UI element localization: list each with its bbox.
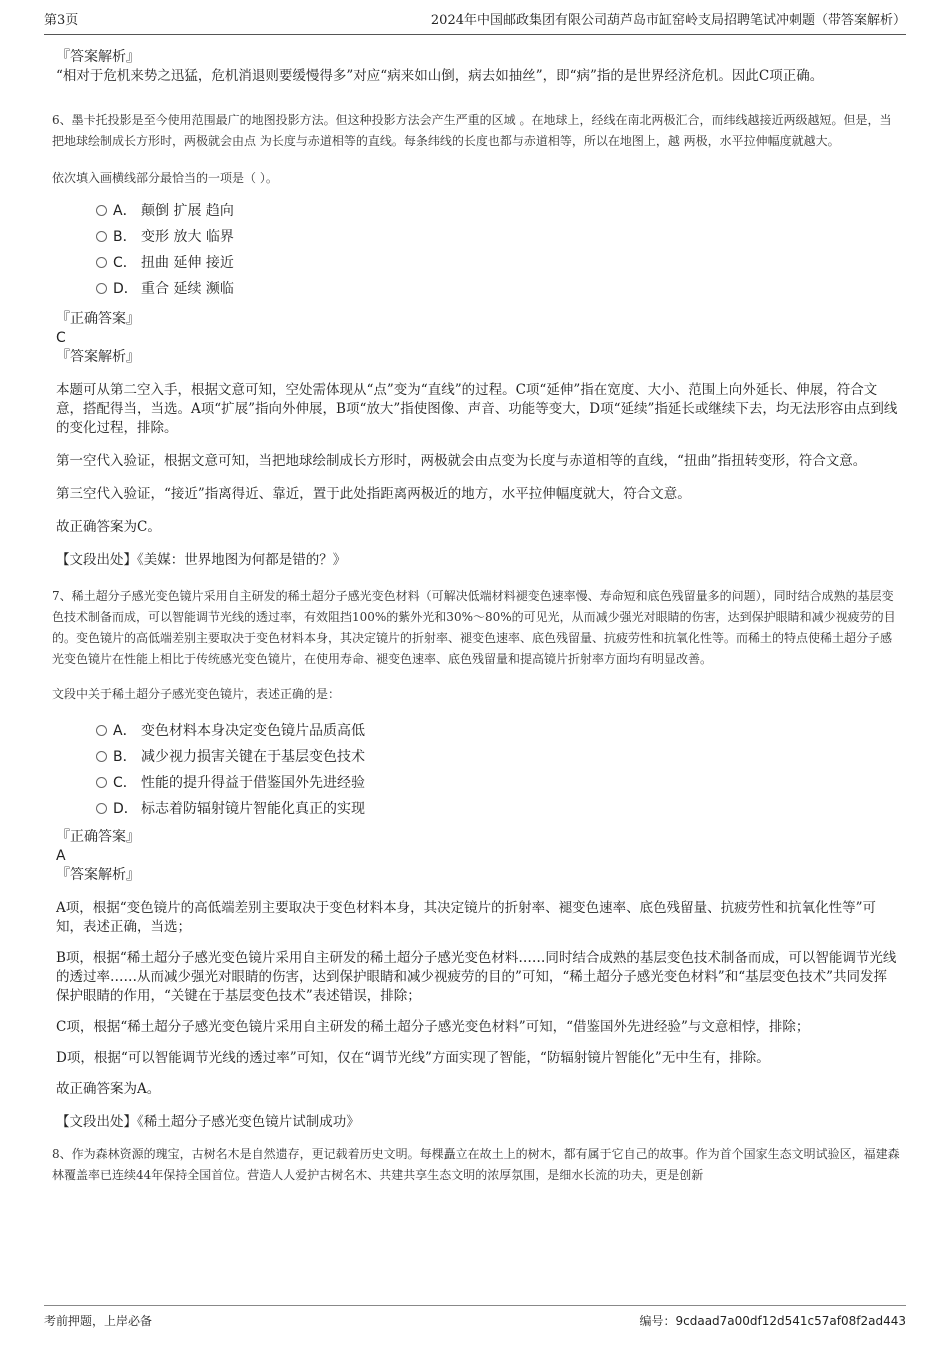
option-a[interactable]: A． 颠倒 扩展 趋向 xyxy=(96,198,906,224)
question-7 xyxy=(44,586,906,1132)
question-7-stem: 7、稀土超分子感光变色镜片采用自主研发的稀土超分子感光变色材料（可解决低端材料褪变色速率慢、寿命短和底色残留量多的问题），同时结合成熟的基层变色技术制备而成，可以智能调节光线的透过率，有效阻挡100%的紫外光和30%～80%的可见光，从而减少强光对眼睛的伤害，达到保护眼睛和减少视疲劳的目的。变色镜片的高低端差别主要取决于变色材料本身，其决定镜片的折射率、褪变色速率、底色残留量、抗疲劳性和抗氧化性等。而稀土的特点使稀土超分子感光变色镜片在性能上相比于传统感光变色镜片，在使用寿命、褪变色速率、底色残留量和提高镜片折射率方面均有明显改善。 xyxy=(52,589,896,666)
question-7-analysis xyxy=(56,899,898,1099)
option-a[interactable]: A． 变色材料本身决定变色镜片品质高低 xyxy=(96,718,906,744)
analysis-paragraph: 故正确答案为C。 xyxy=(56,519,161,535)
question-8 xyxy=(44,1144,906,1186)
prev-analysis-text: “相对于危机来势之迅猛，危机消退则要缓慢得多”对应“病来如山倒，病去如抽丝”，即“病”指的是世界经济危机。因此C项正确。 xyxy=(56,68,824,84)
radio-icon[interactable] xyxy=(96,231,107,242)
option-b[interactable]: B． 变形 放大 临界 xyxy=(96,224,906,250)
document-title: 2024年中国邮政集团有限公司葫芦岛市缸窑岭支局招聘笔试冲刺题（带答案解析） xyxy=(430,13,906,28)
document-id: 编号：9cdaad7a00df12d541c57af08f2ad443 xyxy=(639,1314,906,1328)
question-6-options xyxy=(96,198,906,302)
analysis-paragraph: 第一空代入验证，根据文意可知，当把地球绘制成长方形时，两极就会由点变为长度与赤道相等的直线，“扭曲”指扭转变形，符合文意。 xyxy=(56,453,867,469)
page-header xyxy=(44,12,906,35)
question-8-stem: 8、作为森林资源的瑰宝，古树名木是自然遗存，更记载着历史文明。每棵矗立在故土上的树木，都有属于它自己的故事。作为首个国家生态文明试验区，福建森林覆盖率已连续44年保持全国首位。营造人人爱护古树名木、共建共享生态文明的浓厚氛围，是细水长流的功夫，更是创新 xyxy=(52,1147,900,1182)
option-c[interactable]: C． 扭曲 延伸 接近 xyxy=(96,250,906,276)
analysis-paragraph: C项，根据“稀土超分子感光变色镜片采用自主研发的稀土超分子感光变色材料”可知，“借鉴国外先进经验”与文意相悖，排除； xyxy=(56,1019,810,1035)
option-d[interactable]: D． 重合 延续 濒临 xyxy=(96,276,906,302)
prev-analysis xyxy=(56,67,898,86)
analysis-label: 『答案解析』 xyxy=(56,349,140,365)
page-footer xyxy=(44,1305,906,1334)
option-b[interactable]: B． 减少视力损害关键在于基层变色技术 xyxy=(96,744,906,770)
analysis-paragraph: B项，根据“稀土超分子感光变色镜片采用自主研发的稀土超分子感光变色材料……同时结合成熟的基层变色技术制备而成，可以智能调节光线的透过率……从而减少强光对眼睛的伤害，达到保护眼睛和减少视疲劳的目的”可知，“稀土超分子感光变色材料”和“基层变色技术”共同发挥保护眼睛的作用，“关键在于基层变色技术”表述错误，排除； xyxy=(56,950,897,1004)
source-citation: 【文段出处】《稀土超分子感光变色镜片试制成功》 xyxy=(56,1114,360,1130)
correct-answer: C xyxy=(56,330,66,346)
radio-icon[interactable] xyxy=(96,725,107,736)
page-content xyxy=(44,44,906,1186)
radio-icon[interactable] xyxy=(96,803,107,814)
question-7-options xyxy=(96,718,906,822)
correct-answer-label: 『正确答案』 xyxy=(56,311,140,327)
analysis-paragraph: 故正确答案为A。 xyxy=(56,1081,161,1097)
question-6 xyxy=(44,110,906,570)
analysis-paragraph: 本题可从第二空入手，根据文意可知，空处需体现从“点”变为“直线”的过程。C项“延伸”指在宽度、大小、范围上向外延长、伸展，符合文意，搭配得当，当选。A项“扩展”指向外伸展，B项“放大”指使图像、声音、功能等变大，D项“延续”指延长或继续下去，均无法形容由点到线的变化过程，排除。 xyxy=(56,382,898,436)
analysis-label: 『答案解析』 xyxy=(56,867,140,883)
correct-answer: A xyxy=(56,848,66,864)
analysis-paragraph: A项，根据“变色镜片的高低端差别主要取决于变色材料本身，其决定镜片的折射率、褪变色速率、底色残留量、抗疲劳性和抗氧化性等”可知，表述正确，当选； xyxy=(56,900,877,935)
radio-icon[interactable] xyxy=(96,751,107,762)
correct-answer-label: 『正确答案』 xyxy=(56,829,140,845)
analysis-paragraph: D项，根据“可以智能调节光线的透过率”可知，仅在“调节光线”方面实现了智能，“防辐射镜片智能化”无中生有，排除。 xyxy=(56,1050,770,1066)
question-7-prompt: 文段中关于稀土超分子感光变色镜片，表述正确的是： xyxy=(52,687,341,701)
prev-analysis-label: 『答案解析』 xyxy=(56,49,140,65)
radio-icon[interactable] xyxy=(96,205,107,216)
question-6-analysis xyxy=(56,381,898,537)
radio-icon[interactable] xyxy=(96,257,107,268)
question-6-prompt: 依次填入画横线部分最恰当的一项是（ ）。 xyxy=(52,171,278,185)
option-c[interactable]: C． 性能的提升得益于借鉴国外先进经验 xyxy=(96,770,906,796)
radio-icon[interactable] xyxy=(96,777,107,788)
page-number: 第3页 xyxy=(44,13,79,28)
analysis-paragraph: 第三空代入验证，“接近”指离得近、靠近，置于此处指距离两极近的地方，水平拉伸幅度就大，符合文意。 xyxy=(56,486,691,502)
option-d[interactable]: D． 标志着防辐射镜片智能化真正的实现 xyxy=(96,796,906,822)
radio-icon[interactable] xyxy=(96,283,107,294)
question-6-stem: 6、墨卡托投影是至今使用范围最广的地图投影方法。但这种投影方法会产生严重的区域 。在地球上，经线在南北两极汇合，而纬线越接近两级越短。但是，当把地球绘制成长方形时，两极就会由点 为长度与赤道相等的直线。每条纬线的长度也都与赤道相等，所以在地图上，越 两极，水平拉伸幅度就越大。 xyxy=(52,113,892,148)
source-citation: 【文段出处】《美媒：世界地图为何都是错的？》 xyxy=(56,552,347,568)
footer-slogan: 考前押题，上岸必备 xyxy=(44,1314,153,1328)
